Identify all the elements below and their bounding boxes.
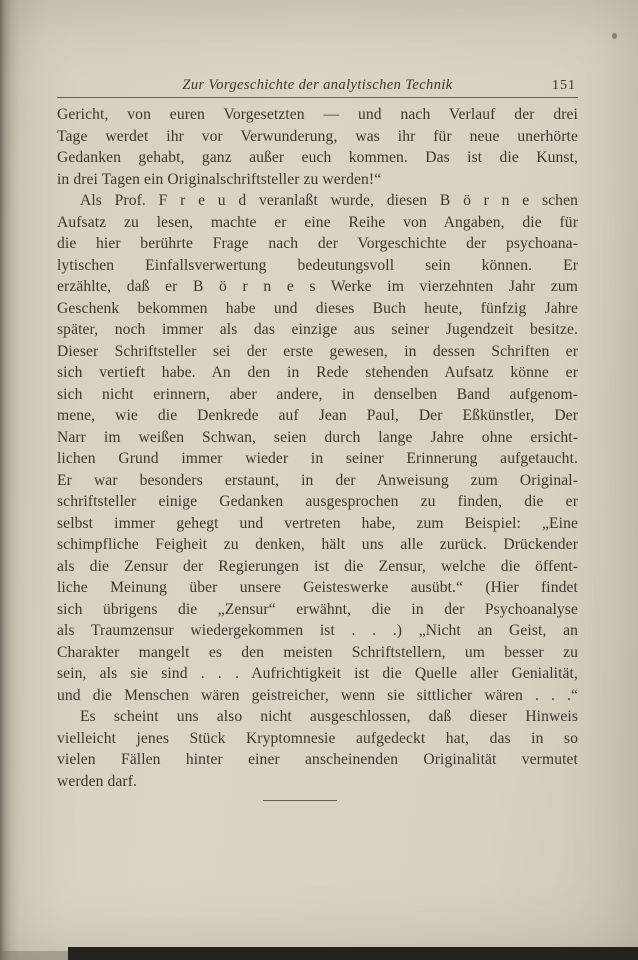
text-line: erzählte, daß er B ö r n e s Werke im vierzehnten Jahr zum <box>57 278 578 295</box>
text-line: Als Prof. F r e u d veranlaßt wurde, diesen B ö r n e schen <box>80 192 578 209</box>
text-line: als Traumzensur wiedergekommen ist . . .) „Nicht an Geist, an <box>57 622 578 639</box>
text-line: lichen Grund immer wieder in seiner Erinnerung aufgetaucht. <box>57 450 578 467</box>
text-line: die hier berührte Frage nach der Vorgeschichte der psychoana- <box>57 235 578 252</box>
text-line: vielleicht jenes Stück Kryptomnesie aufgedeckt hat, das in so <box>57 729 578 747</box>
text-line: Narr im weißen Schwan, seien durch lange Jahre ohne ersicht- <box>57 428 578 446</box>
paragraph <box>57 190 578 706</box>
page-header <box>57 77 578 95</box>
scan-binding-shadow <box>0 0 30 960</box>
text-line: Tage werdet ihr vor Verwunderung, was ihr für neue unerhörte <box>57 127 578 145</box>
header-rule <box>57 97 578 98</box>
text-line: selbst immer gehegt und vertreten habe, zum Beispiel: „Eine <box>57 514 578 532</box>
text-line: liche Meinung über unsere Geisteswerke ausübt.“ (Hier findet <box>57 579 578 596</box>
text-line: später, noch immer als das einzige aus seiner Jugendzeit besitze. <box>57 321 578 338</box>
page-number: 151 <box>552 78 576 93</box>
text-line: schimpfliche Feigheit zu denken, hält uns alle zurück. Drückender <box>57 536 578 553</box>
running-title: Zur Vorgeschichte der analytischen Technik <box>182 77 453 93</box>
text-line: sich übrigens die „Zensur“ erwähnt, die in der Psychoanalyse <box>57 600 578 618</box>
text-line: Geschenk bekommen habe und dieses Buch heute, fünfzig Jahre <box>57 299 578 317</box>
scan-edge-artifact <box>68 947 638 960</box>
text-line: Gericht, von euren Vorgesetzten — und nach Verlauf der drei <box>57 106 578 123</box>
text-line: sich nicht erinnern, aber andere, in denselben Band aufgenom- <box>57 385 578 403</box>
text-line: mene, wie die Denkrede auf Jean Paul, Der Eßkünstler, Der <box>57 407 578 424</box>
text-line: werden darf. <box>57 772 137 790</box>
text-line: Aufsatz zu lesen, machte er eine Reihe von Angaben, die für <box>57 213 578 231</box>
text-line: als die Zensur der Regierungen ist die Zensur, welche die öffent- <box>57 557 578 575</box>
scan-edge-artifact-left <box>0 951 68 960</box>
text-line: lytischen Einfallsverwertung bedeutungsvoll sein können. Er <box>57 256 578 274</box>
text-line: schriftsteller einige Gedanken ausgesprochen zu finden, die er <box>57 493 578 510</box>
text-line: in drei Tagen ein Originalschriftsteller zu werden!“ <box>57 170 382 188</box>
text-line: Dieser Schriftsteller sei der erste gewesen, in dessen Schriften er <box>57 342 578 360</box>
text-line: sein, als sie sind . . . Aufrichtigkeit ist die Quelle aller Genialität, <box>57 665 578 682</box>
paragraph <box>57 104 578 190</box>
text-line: und die Menschen wären geistreicher, wenn sie sittlicher wären . . .“ <box>57 686 578 704</box>
section-divider <box>263 800 337 801</box>
text-line: sich vertieft habe. An den in Rede stehenden Aufsatz könne er <box>57 364 578 381</box>
ink-speck <box>612 33 617 39</box>
text-line: Charakter mangelt es den meisten Schriftstellern, um besser zu <box>57 643 578 661</box>
text-line: Es scheint uns also nicht ausgeschlossen, daß dieser Hinweis <box>80 708 578 725</box>
text-line: Er war besonders erstaunt, in der Anweisung zum Original- <box>57 471 578 489</box>
body-text <box>57 104 578 792</box>
text-line: Gedanken gehabt, ganz außer euch kommen. Das ist die Kunst, <box>57 149 578 166</box>
paragraph <box>57 706 578 792</box>
text-line: vielen Fällen hinter einer anscheinenden Originalität vermutet <box>57 751 578 768</box>
